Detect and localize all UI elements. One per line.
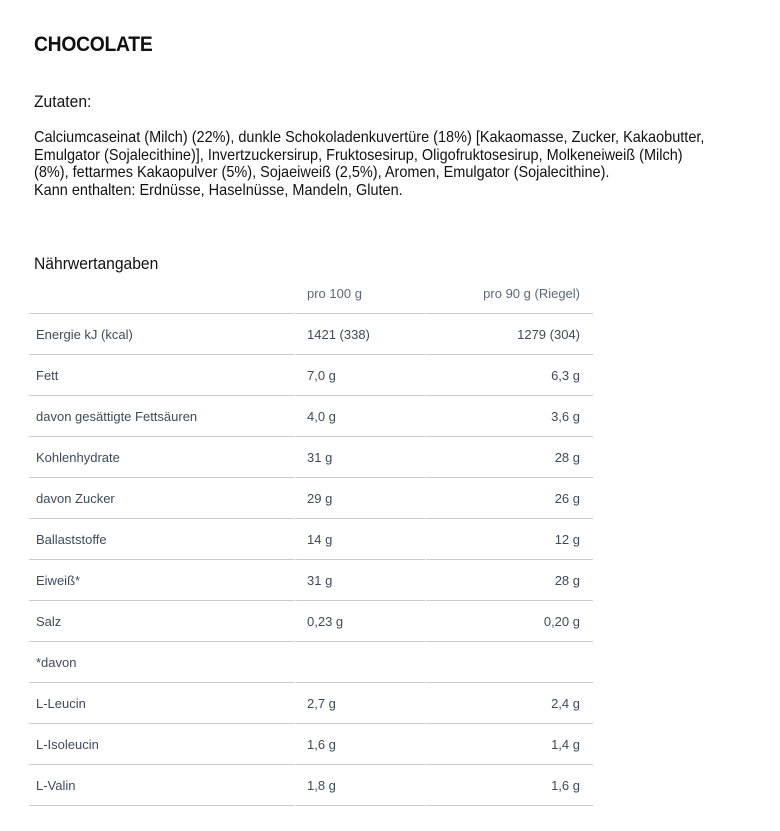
ingredients-heading: Zutaten: [34,92,92,111]
value-per-100g: 7,0 g [294,355,425,396]
value-per-100g: 4,0 g [294,396,425,437]
header-nutrient [29,273,294,314]
value-per-100g: 14 g [294,519,425,560]
table-row [29,396,593,437]
value-per-bar: 12 g [425,519,593,560]
value-per-bar: 6,3 g [425,355,593,396]
value-per-100g: 1421 (338) [294,314,425,355]
value-per-100g: 31 g [294,437,425,478]
value-per-bar: 3,6 g [425,396,593,437]
table-row [29,478,593,519]
value-per-100g: 0,23 g [294,601,425,642]
value-per-bar [425,642,593,683]
table-row [29,724,593,765]
nutrient-name: davon gesättigte Fettsäuren [29,396,294,437]
nutrition-table [29,273,593,806]
nutrient-name: Ballaststoffe [29,519,294,560]
ingredients-block [34,129,713,199]
table-header-row [29,273,593,314]
value-per-bar: 1,4 g [425,724,593,765]
nutrient-name: Fett [29,355,294,396]
value-per-100g [294,642,425,683]
nutrient-name: L-Valin [29,765,294,806]
table-row [29,642,593,683]
ingredients-text: Calciumcaseinat (Milch) (22%), dunkle Schokoladenkuvertüre (18%) [Kakaomasse, Zucker, Kakaobutter, Emulgator (Sojalecithine)], Invertzuckersirup, Fruktosesirup, Oligofruktosesirup, Molkeneiweiß (Milch) (8%), fettarmes Kakaopulver (5%), Sojaeiweiß (2,5%), Aromen, Emulgator (Sojalecithine). [34,129,705,181]
nutrient-name: L-Isoleucin [29,724,294,765]
nutrient-name: Salz [29,601,294,642]
table-row [29,519,593,560]
nutrient-name: *davon [29,642,294,683]
header-per-bar: pro 90 g (Riegel) [425,273,593,314]
value-per-100g: 2,7 g [294,683,425,724]
nutrient-name: Energie kJ (kcal) [29,314,294,355]
value-per-bar: 1,6 g [425,765,593,806]
nutrient-name: Kohlenhydrate [29,437,294,478]
table-row [29,601,593,642]
value-per-bar: 0,20 g [425,601,593,642]
nutrient-name: L-Leucin [29,683,294,724]
page-title: CHOCOLATE [34,33,153,56]
value-per-bar: 26 g [425,478,593,519]
table-row [29,560,593,601]
allergens-text: Kann enthalten: Erdnüsse, Haselnüsse, Mandeln, Gluten. [34,181,403,199]
value-per-bar: 28 g [425,560,593,601]
nutrient-name: davon Zucker [29,478,294,519]
table-row [29,683,593,724]
value-per-bar: 1279 (304) [425,314,593,355]
header-per-100g: pro 100 g [294,273,425,314]
nutrition-heading: Nährwertangaben [34,254,159,273]
value-per-100g: 1,8 g [294,765,425,806]
value-per-bar: 2,4 g [425,683,593,724]
table-row [29,355,593,396]
table-row [29,437,593,478]
nutrition-table-body [29,314,593,806]
value-per-100g: 29 g [294,478,425,519]
table-row [29,765,593,806]
value-per-bar: 28 g [425,437,593,478]
value-per-100g: 31 g [294,560,425,601]
value-per-100g: 1,6 g [294,724,425,765]
nutrient-name: Eiweiß* [29,560,294,601]
table-row [29,314,593,355]
